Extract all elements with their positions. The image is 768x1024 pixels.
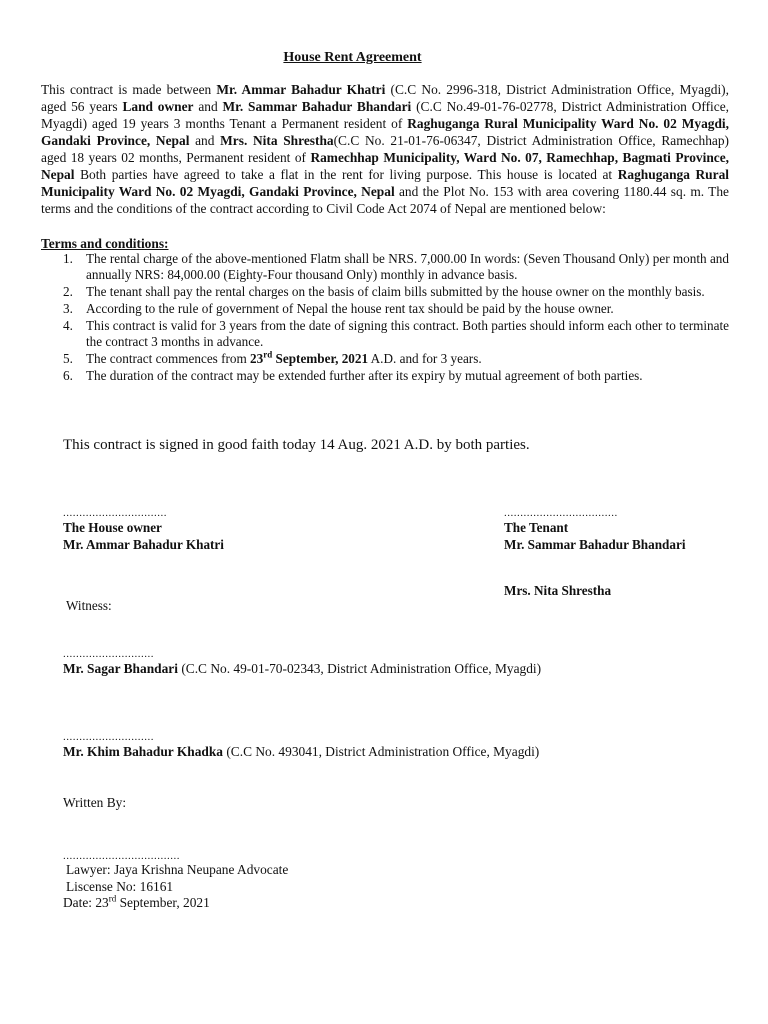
- term-number: 6.: [63, 368, 73, 383]
- date-prefix: Date: 23: [63, 895, 109, 910]
- term-text: This contract is valid for 3 years from the date of signing this contract. Both parties should inform each other to terminate the contract 3 months in advance.: [86, 318, 729, 349]
- intro-bold-run: Land owner: [122, 99, 194, 114]
- owner-signature-line: ................................: [63, 507, 167, 519]
- tenant-name: Mr. Sammar Bahadur Bhandari: [504, 537, 686, 552]
- term-number: 4.: [63, 318, 73, 333]
- term-text-pre: The contract commences from: [86, 351, 251, 366]
- lawyer-signature-line: ....................................: [63, 850, 180, 862]
- document-title: House Rent Agreement: [283, 50, 422, 65]
- intro-bold-run: Ramechhap Municipality, Ward No. 07, Ramechhap, Bagmati Province, Nepal: [41, 150, 729, 182]
- written-date: [63, 894, 210, 911]
- term-number: 2.: [63, 284, 73, 299]
- term-item: [41, 351, 729, 367]
- intro-bold-run: Mr. Sammar Bahadur Bhandari: [222, 99, 412, 114]
- witness-detail: (C.C No. 493041, District Administration Office, Myagdi): [223, 744, 540, 759]
- date-rest: September, 2021: [116, 895, 210, 910]
- commencement-month-year: September, 2021: [272, 351, 369, 366]
- term-number: 3.: [63, 301, 73, 316]
- witness-name: Mr. Khim Bahadur Khadka: [63, 744, 223, 759]
- commencement-day: 23: [250, 351, 264, 366]
- intro-text-run: and: [189, 133, 221, 148]
- intro-text-run: and: [193, 99, 223, 114]
- commencement-date: [250, 351, 368, 366]
- terms-list: [41, 251, 729, 385]
- commencement-day-suffix: rd: [263, 349, 273, 360]
- term-text: The rental charge of the above-mentioned Flatm shall be NRS. 7,000.00 In words: (Seven Thousand Only) per month and annually NRS: 84,000.00 (Eighty-Four thousand Only) monthly in advance basis.: [86, 251, 729, 282]
- tenant-role: The Tenant: [504, 520, 569, 535]
- witness-signature-line: ............................: [63, 648, 154, 660]
- intro-bold-run: Mr. Ammar Bahadur Khatri: [216, 82, 386, 97]
- date-suffix: rd: [108, 893, 117, 904]
- tenant-second-name: Mrs. Nita Shrestha: [504, 583, 612, 598]
- term-text: According to the rule of government of Nepal the house rent tax should be paid by the house owner.: [86, 301, 614, 316]
- intro-paragraph: [41, 81, 729, 217]
- intro-bold-run: Mrs. Nita Shrestha: [220, 133, 334, 148]
- term-text-post: A.D. and for 3 years.: [368, 351, 482, 366]
- witness-entry: [63, 660, 541, 677]
- term-item: [41, 251, 729, 283]
- lawyer-name: Lawyer: Jaya Krishna Neupane Advocate: [66, 862, 289, 877]
- intro-text-run: (C.C No. 21-01-76-06347, District Administration Office, Ramechhap) aged 18 years 02 months, Permanent resident of: [41, 133, 730, 165]
- intro-text-run: (C.C No. 2996-318, District Administration Office, Myagdi), aged 56 years: [41, 82, 729, 114]
- witness-signature-line: ............................: [63, 731, 154, 743]
- term-number: 1.: [63, 251, 73, 266]
- witness-label: Witness:: [66, 598, 112, 613]
- terms-heading: Terms and conditions:: [41, 236, 169, 251]
- witness-detail: (C.C No. 49-01-70-02343, District Administration Office, Myagdi): [177, 661, 542, 676]
- intro-bold-run: Raghuganga Rural Municipality Ward No. 02 Myagdi, Gandaki Province, Nepal: [41, 116, 729, 148]
- witness-name: Mr. Sagar Bhandari: [63, 661, 178, 676]
- term-item: [41, 301, 729, 317]
- term-text: The tenant shall pay the rental charges on the basis of claim bills submitted by the house owner on the monthly basis.: [86, 284, 705, 299]
- intro-text-run: and the Plot No. 153 with area covering 1180.44 sq. m. The terms and the conditions of the contract according to Civil Code Act 2074 of Nepal are mentioned below:: [41, 184, 729, 216]
- term-text: The duration of the contract may be extended further after its expiry by mutual agreement of both parties.: [86, 368, 643, 383]
- written-by-label: Written By:: [63, 795, 127, 810]
- owner-name: Mr. Ammar Bahadur Khatri: [63, 537, 224, 552]
- intro-bold-run: Raghuganga Rural Municipality Ward No. 02 Myagdi, Gandaki Province, Nepal: [41, 167, 729, 199]
- intro-text-run: Both parties have agreed to take a flat in the rent for living purpose. This house is located at: [74, 167, 618, 182]
- intro-text-run: (C.C No.49-01-76-02778, District Administration Office, Myagdi) aged 19 years 3 months Tenant a Permanent resident of: [41, 99, 730, 131]
- witness-entry: [63, 743, 539, 760]
- intro-text-run: This contract is made between: [41, 82, 217, 97]
- term-item: [41, 318, 729, 350]
- license-number: Liscense No: 16161: [66, 879, 174, 894]
- term-item: [41, 284, 729, 300]
- owner-role: The House owner: [63, 520, 162, 535]
- term-item: [41, 368, 729, 384]
- signed-statement: This contract is signed in good faith today 14 Aug. 2021 A.D. by both parties.: [63, 437, 530, 453]
- tenant-signature-line: ...................................: [504, 507, 618, 519]
- term-number: 5.: [63, 351, 73, 366]
